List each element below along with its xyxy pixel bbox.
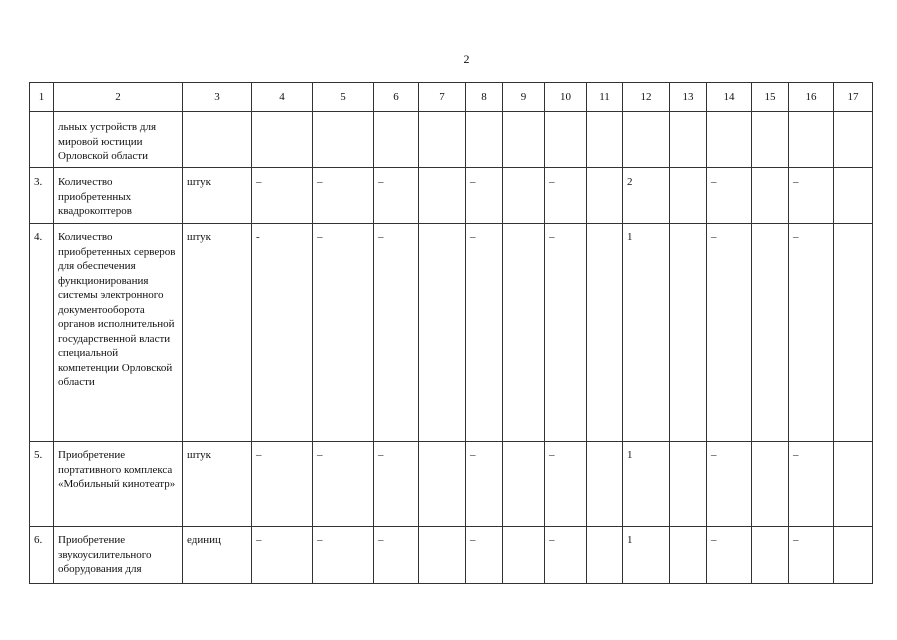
value-cell bbox=[670, 112, 707, 168]
unit-cell: штук bbox=[183, 168, 252, 224]
value-cell bbox=[503, 112, 545, 168]
value-cell: 1 bbox=[623, 527, 670, 584]
column-header: 2 bbox=[54, 83, 183, 112]
column-header: 4 bbox=[252, 83, 313, 112]
value-cell: 1 bbox=[623, 224, 670, 442]
column-header: 8 bbox=[466, 83, 503, 112]
unit-cell bbox=[183, 112, 252, 168]
value-cell bbox=[670, 442, 707, 527]
indicator-name: Количество приобретенных квадрокоптеров bbox=[54, 168, 183, 224]
value-cell bbox=[752, 527, 789, 584]
table-row bbox=[30, 168, 873, 224]
value-cell bbox=[587, 442, 623, 527]
value-cell: – bbox=[545, 168, 587, 224]
table-row bbox=[30, 442, 873, 527]
value-cell bbox=[419, 527, 466, 584]
column-header: 13 bbox=[670, 83, 707, 112]
value-cell bbox=[587, 527, 623, 584]
value-cell: – bbox=[466, 527, 503, 584]
value-cell: - bbox=[252, 224, 313, 442]
value-cell: – bbox=[707, 527, 752, 584]
row-number: 5. bbox=[30, 442, 54, 527]
value-cell bbox=[623, 112, 670, 168]
value-cell: – bbox=[707, 224, 752, 442]
value-cell bbox=[503, 168, 545, 224]
value-cell: – bbox=[313, 168, 374, 224]
value-cell bbox=[834, 168, 873, 224]
indicator-name: льных устройств для мировой юстиции Орловской области bbox=[54, 112, 183, 168]
value-cell: – bbox=[374, 224, 419, 442]
indicators-table bbox=[29, 82, 873, 584]
column-header: 12 bbox=[623, 83, 670, 112]
value-cell: – bbox=[789, 168, 834, 224]
value-cell bbox=[670, 224, 707, 442]
value-cell bbox=[707, 112, 752, 168]
value-cell bbox=[789, 112, 834, 168]
value-cell bbox=[587, 224, 623, 442]
value-cell: – bbox=[252, 168, 313, 224]
value-cell bbox=[374, 112, 419, 168]
value-cell bbox=[587, 112, 623, 168]
value-cell bbox=[834, 112, 873, 168]
value-cell: – bbox=[374, 442, 419, 527]
column-header: 6 bbox=[374, 83, 419, 112]
row-number: 3. bbox=[30, 168, 54, 224]
row-number: 6. bbox=[30, 527, 54, 584]
value-cell: – bbox=[789, 224, 834, 442]
value-cell bbox=[419, 442, 466, 527]
value-cell bbox=[834, 224, 873, 442]
value-cell: 1 bbox=[623, 442, 670, 527]
value-cell: – bbox=[466, 224, 503, 442]
value-cell bbox=[670, 168, 707, 224]
value-cell bbox=[545, 112, 587, 168]
value-cell: – bbox=[313, 442, 374, 527]
value-cell: – bbox=[789, 527, 834, 584]
value-cell: – bbox=[545, 527, 587, 584]
table-row bbox=[30, 224, 873, 442]
value-cell bbox=[834, 442, 873, 527]
value-cell bbox=[252, 112, 313, 168]
unit-cell: единиц bbox=[183, 527, 252, 584]
value-cell bbox=[503, 442, 545, 527]
column-header: 16 bbox=[789, 83, 834, 112]
value-cell: 2 bbox=[623, 168, 670, 224]
column-header: 3 bbox=[183, 83, 252, 112]
unit-cell: штук bbox=[183, 442, 252, 527]
value-cell: – bbox=[707, 442, 752, 527]
value-cell: – bbox=[252, 442, 313, 527]
table-row bbox=[30, 112, 873, 168]
indicator-name: Приобретение звукоусилительного оборудования для bbox=[54, 527, 183, 584]
value-cell: – bbox=[789, 442, 834, 527]
indicator-name: Приобретение портативного комплекса «Мобильный кинотеатр» bbox=[54, 442, 183, 527]
column-header: 17 bbox=[834, 83, 873, 112]
value-cell bbox=[752, 442, 789, 527]
value-cell bbox=[587, 168, 623, 224]
column-header: 5 bbox=[313, 83, 374, 112]
unit-cell: штук bbox=[183, 224, 252, 442]
value-cell bbox=[419, 112, 466, 168]
value-cell bbox=[419, 224, 466, 442]
value-cell: – bbox=[313, 224, 374, 442]
column-header: 15 bbox=[752, 83, 789, 112]
value-cell: – bbox=[707, 168, 752, 224]
column-header: 9 bbox=[503, 83, 545, 112]
value-cell: – bbox=[545, 224, 587, 442]
value-cell bbox=[670, 527, 707, 584]
value-cell: – bbox=[466, 442, 503, 527]
row-number: 4. bbox=[30, 224, 54, 442]
column-header: 11 bbox=[587, 83, 623, 112]
value-cell bbox=[752, 224, 789, 442]
value-cell: – bbox=[313, 527, 374, 584]
value-cell bbox=[503, 527, 545, 584]
page-number: 2 bbox=[463, 52, 470, 66]
table-header-row bbox=[30, 83, 873, 112]
column-header: 1 bbox=[30, 83, 54, 112]
value-cell bbox=[752, 168, 789, 224]
value-cell: – bbox=[466, 168, 503, 224]
column-header: 10 bbox=[545, 83, 587, 112]
value-cell: – bbox=[374, 527, 419, 584]
value-cell: – bbox=[252, 527, 313, 584]
value-cell bbox=[419, 168, 466, 224]
value-cell bbox=[466, 112, 503, 168]
value-cell bbox=[834, 527, 873, 584]
column-header: 7 bbox=[419, 83, 466, 112]
value-cell: – bbox=[545, 442, 587, 527]
value-cell bbox=[752, 112, 789, 168]
value-cell bbox=[503, 224, 545, 442]
value-cell: – bbox=[374, 168, 419, 224]
value-cell bbox=[313, 112, 374, 168]
column-header: 14 bbox=[707, 83, 752, 112]
row-number bbox=[30, 112, 54, 168]
table-row bbox=[30, 527, 873, 584]
indicator-name: Количество приобретенных серверов для обеспечения функционирования системы электронного документооборота органов исполнительной государственной власти специальной компетенции Орловской области bbox=[54, 224, 183, 442]
